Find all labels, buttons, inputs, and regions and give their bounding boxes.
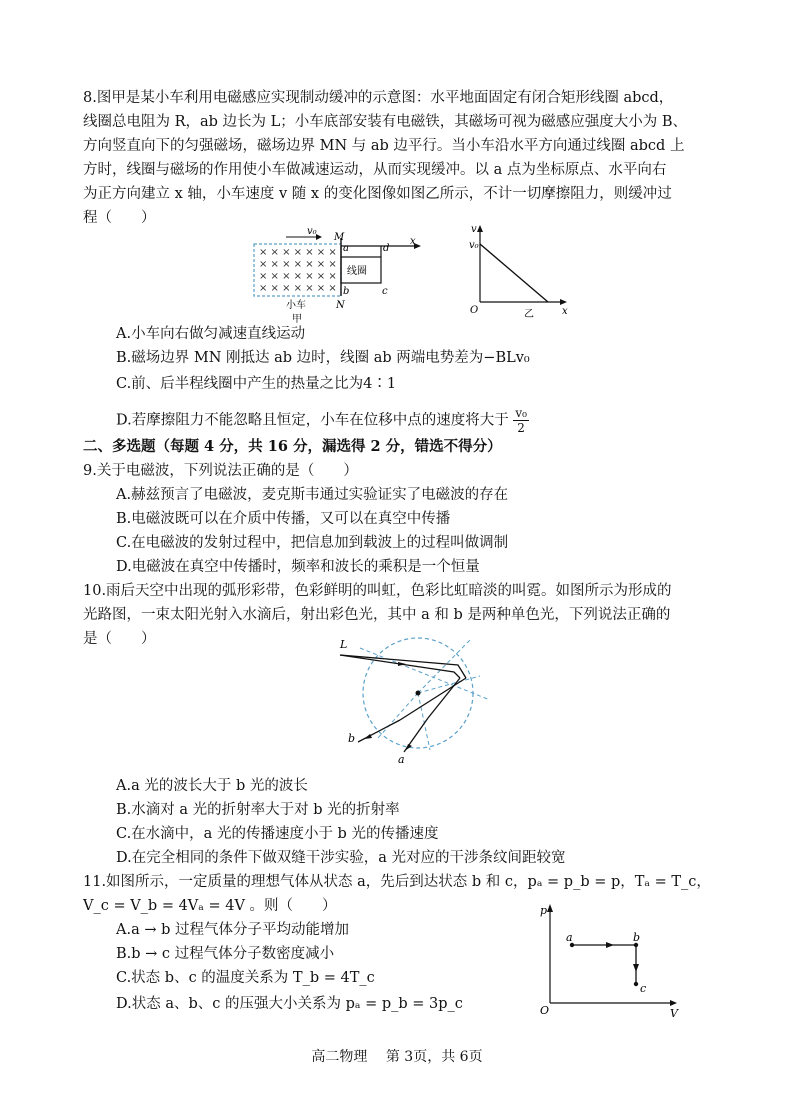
q8-yi-caption: 乙 — [524, 309, 534, 320]
q8-option-d — [116, 406, 529, 435]
q9-option-c: C.在电磁波的发射过程中，把信息加到载波上的过程叫做调制 — [116, 535, 509, 551]
q11-state-a: a — [566, 931, 573, 944]
q8-line-2: 线圈总电阻为 R，ab 边长为 L；小车底部安装有电磁铁，其磁场可视为磁感应强度大小为 B、 — [83, 114, 688, 130]
q8-jia-N: N — [336, 300, 345, 311]
q11-axis-V: V — [670, 1007, 678, 1018]
svg-text:× × × × × × ×: × × × × × × × — [259, 283, 337, 294]
q8-jia-M: M — [334, 232, 345, 243]
q8-jia-a: a — [343, 243, 349, 254]
svg-text:× × × × × × ×: × × × × × × × — [259, 247, 337, 258]
q8-option-c: C.前、后半程线圈中产生的热量之比为4∶1 — [116, 376, 397, 392]
q8-jia-c: c — [382, 286, 388, 297]
q11-option-b: B.b → c 过程气体分子数密度减小 — [116, 946, 335, 962]
q8-frac-den: 2 — [517, 421, 525, 435]
q10-line-2: 光路图，一束太阳光射入水滴后，射出彩色光，其中 a 和 b 是两种单色光，下列说法正确的 — [83, 607, 671, 623]
q8-option-b: B.磁场边界 MN 刚抵达 ab 边时，线圈 ab 两端电势差为−BLv₀ — [116, 350, 530, 366]
q10-option-b: B.水滴对 a 光的折射率大于对 b 光的折射率 — [116, 802, 400, 818]
q8-figure-yi — [466, 222, 576, 320]
q11-option-d: D.状态 a、b、c 的压强大小关系为 pₐ = p_b = 3p_c — [116, 996, 463, 1012]
q8-yi-v: v — [471, 224, 477, 235]
svg-text:× × × × × × ×: × × × × × × × — [259, 271, 337, 282]
q8-option-d-text: D.若摩擦阻力不能忽略且恒定，小车在位移中点的速度将大于 — [116, 412, 509, 429]
q11-state-c: c — [640, 982, 647, 995]
q11-option-c: C.状态 b、c 的温度关系为 T_b = 4T_c — [116, 970, 375, 986]
q11-state-b: b — [633, 931, 641, 944]
q8-figure-jia — [246, 224, 431, 326]
q11-axis-p: p — [540, 904, 548, 917]
q11-line-1: 11.如图所示，一定质量的理想气体从状态 a，先后到达状态 b 和 c，pₐ = p_b = p，Tₐ = T_c， — [83, 874, 711, 890]
q11-option-a: A.a → b 过程气体分子平均动能增加 — [116, 922, 349, 938]
q8-line-1: 8.图甲是某小车利用电磁感应实现制动缓冲的示意图：水平地面固定有闭合矩形线圈 abcd， — [83, 90, 674, 106]
section-heading: 二、多选题（每题 4 分，共 16 分，漏选得 2 分，错选不得分） — [83, 438, 502, 455]
q8-option-d-fraction — [513, 406, 529, 435]
q9-option-a: A.赫兹预言了电磁波，麦克斯韦通过实验证实了电磁波的存在 — [116, 487, 509, 503]
q8-line-5: 为正方向建立 x 轴，小车速度 v 随 x 的变化图像如图乙所示，不计一切摩擦阻力，则缓冲过 — [83, 186, 672, 202]
q9-option-d: D.电磁波在真空中传播时，频率和波长的乘积是一个恒量 — [116, 559, 480, 575]
q10-raindrop-figure — [330, 630, 505, 770]
q10-label-L: L — [340, 638, 348, 651]
q8-yi-x: x — [562, 306, 568, 317]
q8-jia-v0: v₀ — [307, 226, 317, 237]
q8-line-3: 方向竖直向下的匀强磁场，磁场边界 MN 与 ab 边平行。当小车沿水平方向通过线圈 abcd 上 — [83, 138, 685, 154]
q8-yi-O: O — [470, 305, 479, 316]
q11-pv-figure — [536, 898, 686, 1018]
q10-option-c: C.在水滴中，a 光的传播速度小于 b 光的传播速度 — [116, 826, 439, 842]
q8-jia-d: d — [383, 243, 390, 254]
q9-stem: 9.关于电磁波，下列说法正确的是（ ） — [83, 463, 358, 479]
q10-line-3: 是（ ） — [83, 631, 156, 647]
q10-label-a: a — [398, 753, 405, 766]
q8-option-a: A.小车向右做匀减速直线运动 — [116, 326, 306, 342]
q8-jia-x: x — [410, 236, 416, 247]
q8-jia-b: b — [343, 286, 350, 297]
q8-line-4: 方时，线圈与磁场的作用使小车做减速运动，从而实现缓冲。以 a 点为坐标原点、水平向右 — [83, 162, 667, 178]
q8-jia-caption: 甲 — [292, 314, 302, 325]
q10-option-a: A.a 光的波长大于 b 光的波长 — [116, 778, 308, 794]
q8-jia-car: 小车 — [286, 300, 306, 311]
q10-line-1: 10.雨后天空中出现的弧形彩带，色彩鲜明的叫虹，色彩比虹暗淡的叫霓。如图所示为形成的 — [83, 583, 672, 599]
q8-jia-coil: 线圈 — [347, 266, 367, 277]
q8-frac-num: v₀ — [515, 406, 527, 420]
q8-yi-v0: v₀ — [469, 240, 479, 251]
svg-text:× × × × × × ×: × × × × × × × — [259, 259, 337, 270]
q11-line-2: V_c = V_b = 4Vₐ = 4V 。则（ ） — [83, 898, 337, 914]
page-footer: 高二物理 第 3页，共 6页 — [311, 1049, 483, 1065]
q11-origin: O — [540, 1004, 550, 1017]
q8-line-6: 程（ ） — [83, 210, 156, 226]
q9-option-b: B.电磁波既可以在介质中传播，又可以在真空中传播 — [116, 511, 451, 527]
q10-label-b: b — [348, 732, 356, 745]
q10-option-d: D.在完全相同的条件下做双缝干涉实验，a 光对应的干涉条纹间距较宽 — [116, 850, 566, 866]
